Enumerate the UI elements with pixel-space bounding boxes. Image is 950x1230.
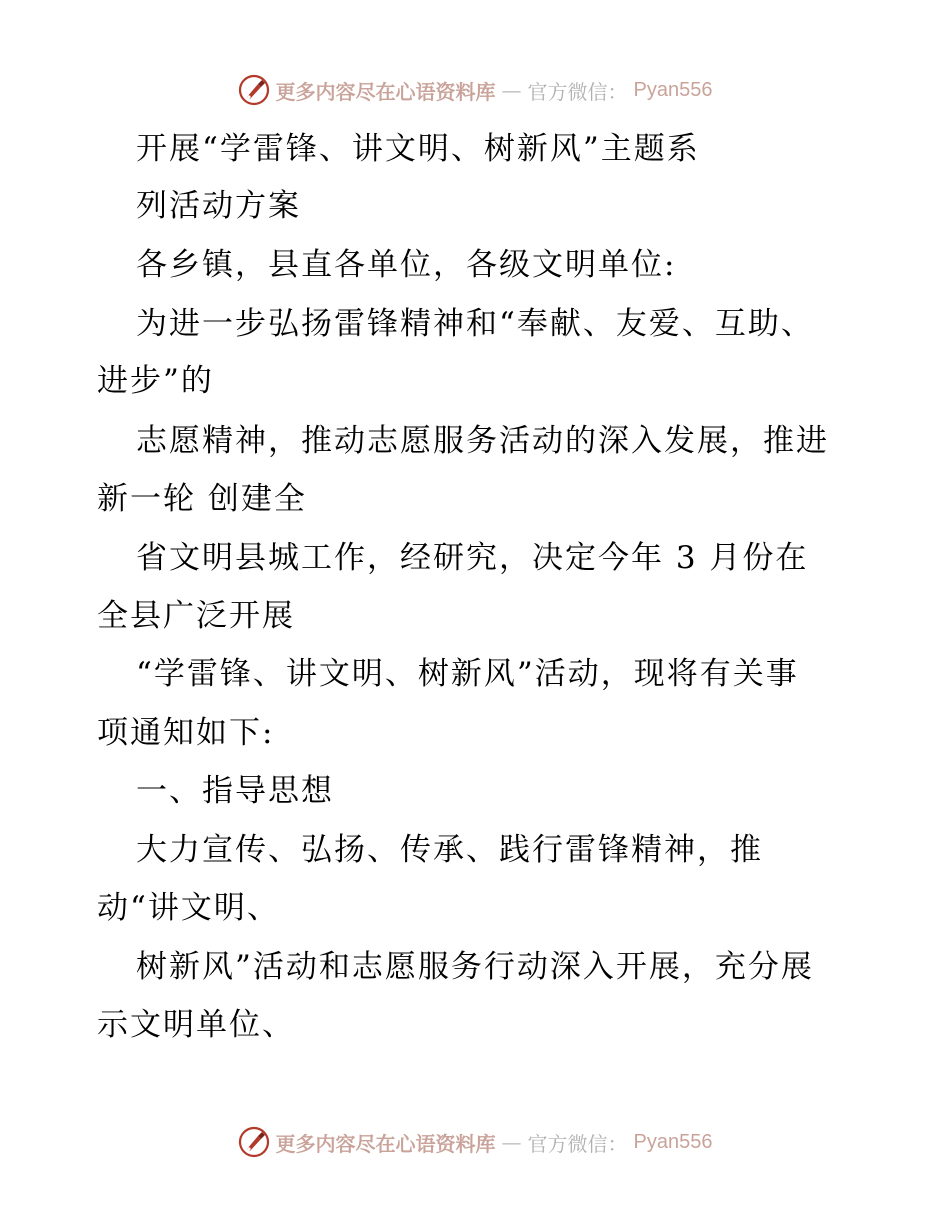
doc-paragraph-line: 示文明单位、: [97, 1007, 295, 1043]
header-watermark: [0, 72, 950, 108]
footer-watermark: [0, 1124, 950, 1160]
doc-title-line-2: 列活动方案: [136, 188, 301, 224]
doc-title-line-1: 开展“学雷锋、讲文明、树新风”主题系: [136, 131, 700, 167]
watermark-label: 官方微信：: [527, 79, 628, 104]
pen-nib-logo-icon: [238, 1126, 270, 1158]
watermark-label: 官方微信：: [527, 1131, 628, 1156]
doc-paragraph-line: 大力宣传、弘扬、传承、践行雷锋精神，推: [136, 832, 763, 868]
doc-paragraph-line: 志愿精神，推动志愿服务活动的深入发展，推进: [136, 423, 829, 459]
pen-nib-logo-icon: [238, 74, 270, 106]
doc-paragraph-line: 全县广泛开展: [97, 598, 295, 634]
doc-section-heading: 一、指导思想: [136, 773, 334, 809]
doc-paragraph-line: 各乡镇，县直各单位，各级文明单位:: [136, 247, 677, 283]
watermark-site-text: 更多内容尽在心语资料库: [275, 1131, 496, 1156]
watermark-wechat-id: Pyan556: [633, 1130, 713, 1153]
doc-paragraph-line: 新一轮 创建全: [97, 481, 307, 517]
watermark-site-text: 更多内容尽在心语资料库: [275, 79, 496, 104]
doc-paragraph-line: 进步”的: [97, 363, 214, 399]
watermark-separator: —: [501, 1130, 522, 1154]
doc-paragraph-line: 为进一步弘扬雷锋精神和“奉献、友爱、互助、: [136, 306, 814, 342]
watermark-wechat-id: Pyan556: [633, 78, 713, 101]
watermark-separator: —: [501, 78, 522, 102]
doc-paragraph-line: 项通知如下:: [97, 715, 275, 751]
doc-paragraph-line: 树新风”活动和志愿服务行动深入开展，充分展: [136, 949, 814, 985]
doc-paragraph-line: “学雷锋、讲文明、树新风”活动，现将有关事: [136, 656, 799, 692]
doc-paragraph-line: 动“讲文明、: [97, 890, 280, 926]
doc-paragraph-line: 省文明县城工作，经研究，决定今年 3 月份在: [136, 540, 809, 576]
